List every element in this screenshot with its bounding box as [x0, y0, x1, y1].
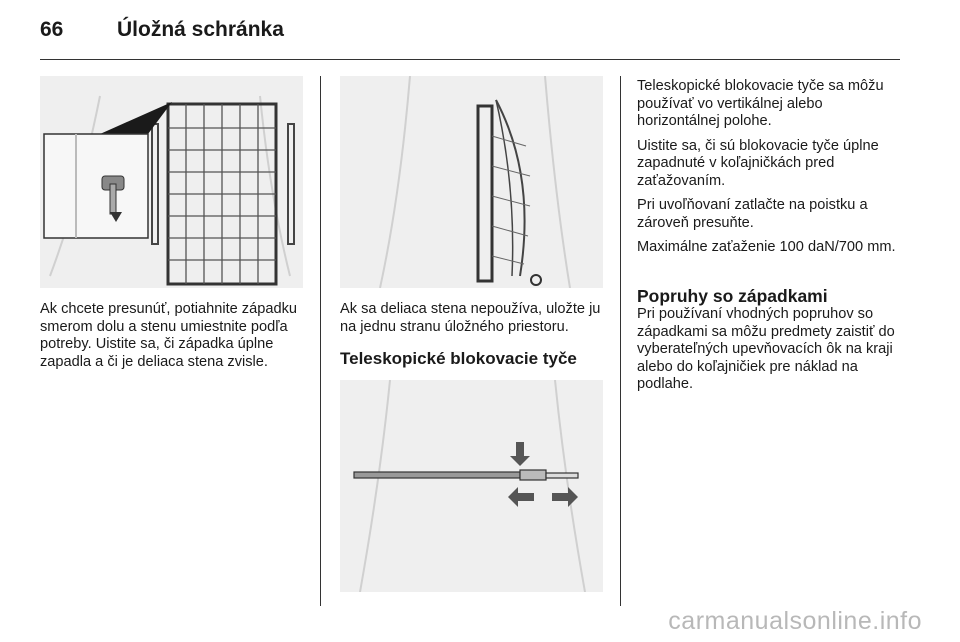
paragraph-engaged: Uistite sa, či sú blokovacie tyče úplne zapadnuté v koľajničkách pred zaťažovaním.: [637, 137, 879, 189]
page-title: Úložná schránka: [117, 18, 284, 41]
figure-net-stored: [340, 76, 603, 288]
page-number: 66: [40, 18, 64, 41]
paragraph-max-load: Maximálne zaťaženie 100 daN/700 mm.: [637, 239, 896, 255]
column-divider-1: [320, 76, 321, 606]
caption-cargo-net: [40, 301, 302, 378]
paragraph-release: Pri uvoľňovaní zatlačte na poistku a zároveň presuňte.: [637, 197, 868, 231]
figure-telescopic-bar: [340, 380, 603, 592]
caption-cargo-net-text: Ak chcete presunúť, potiahnite západku smerom dolu a stenu umiestnite podľa potreby. Uistite sa, či západka úplne zapadla a či je deliaca stena zvisle.: [40, 301, 297, 370]
heading-ratchet-straps: Popruhy so západkami: [637, 286, 828, 306]
column3-text: [637, 78, 902, 264]
heading-telescopic-bars: Teleskopické blokovacie tyče: [340, 349, 577, 368]
caption-net-stored: [340, 301, 605, 343]
column-divider-2: [620, 76, 621, 606]
header-divider: [40, 59, 900, 60]
figure-cargo-net-latch: [40, 76, 303, 288]
ratchet-straps-text: [637, 306, 905, 401]
footer-watermark: carmanualsonline.info: [668, 607, 922, 635]
paragraph-ratchet-straps: Pri používaní vhodných popruhov so západkami sa môžu predmety zaistiť do vyberateľných upevňovacích ôk na kraji alebo do koľajničiek pre náklad na podlahe.: [637, 306, 895, 392]
paragraph-usage: Teleskopické blokovacie tyče sa môžu používať vo vertikálnej alebo horizontálnej polohe.: [637, 78, 884, 129]
caption-net-stored-text: Ak sa deliaca stena nepoužíva, uložte ju na jednu stranu úložného priestoru.: [340, 301, 601, 335]
